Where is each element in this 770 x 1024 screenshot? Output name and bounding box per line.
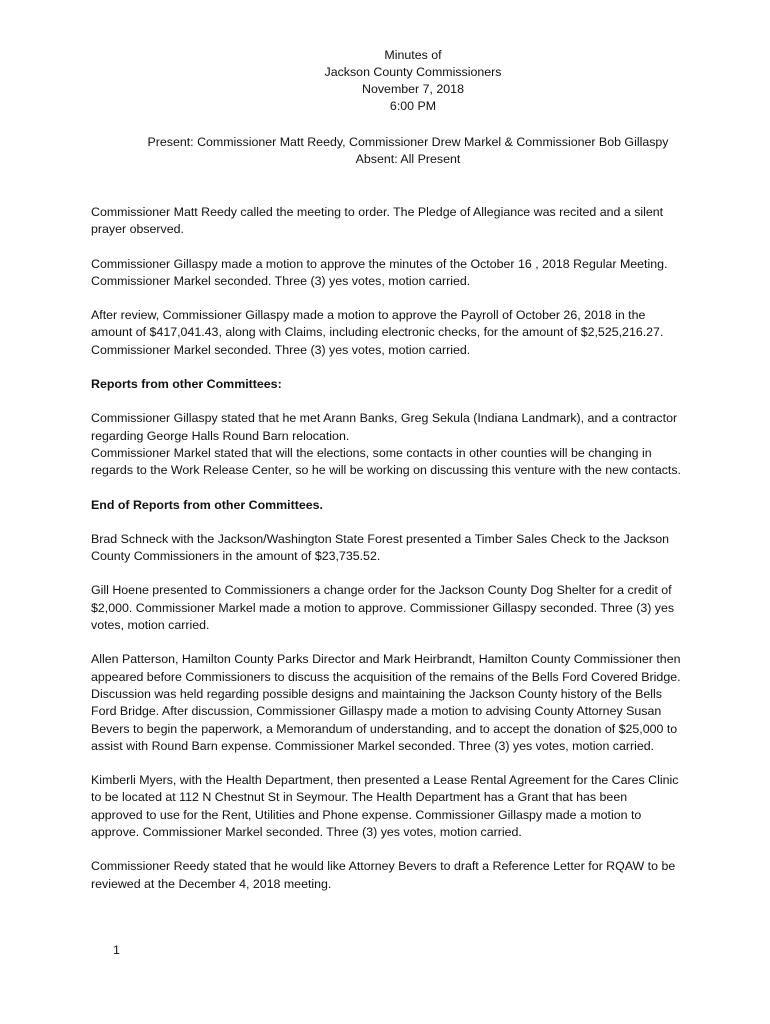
- paragraph-timber: Brad Schneck with the Jackson/Washington State Forest presented a Timber Sales Check to the Jackson County Commissioners in the amount of $23,735.52.: [91, 531, 670, 564]
- document-header: [0, 47, 770, 115]
- header-body-name: Jackson County Commissioners: [324, 65, 502, 79]
- paragraph-bells-ford: Allen Patterson, Hamilton County Parks Director and Mark Heirbrandt, Hamilton County Commissioner then appeared before Commissioners to discuss the acquisition of the remains of the Bells Ford Covered Bridge. Discussion was held regarding possible designs and maintaining the Jackson County history of the Bells Ford Bridge. After discussion, Commissioner Gillaspy made a motion to advising County Attorney Susan Bevers to begin the paperwork, a Memorandum of understanding, and to accept the donation of $25,000 to assist with Round Barn expense. Commissioner Markel seconded. Three (3) yes votes, motion carried.: [91, 652, 681, 753]
- present-line: Present: Commissioner Matt Reedy, Commissioner Drew Markel & Commissioner Bob Gillaspy: [147, 135, 669, 149]
- paragraph-payroll: After review, Commissioner Gillaspy made a motion to approve the Payroll of October 26, 2018 in the amount of $417,041.43, along with Claims, including electronic checks, for the amount of $2,525,216.27. Commissioner Markel seconded. Three (3) yes votes, motion carried.: [91, 308, 664, 357]
- section-heading-end-reports: End of Reports from other Committees.: [91, 497, 323, 512]
- header-title: Minutes of: [384, 48, 442, 62]
- attendance-block: [0, 134, 770, 168]
- paragraph-report-gillaspy: Commissioner Gillaspy stated that he met Arann Banks, Greg Sekula (Indiana Landmark), and a contractor regarding George Halls Round Barn relocation.: [91, 411, 678, 443]
- section-heading-reports: Reports from other Committees:: [91, 377, 282, 392]
- paragraph-rqaw: Commissioner Reedy stated that he would like Attorney Bevers to draft a Reference Letter for RQAW to be reviewed at the December 4, 2018 meeting.: [91, 859, 676, 891]
- page-number: 1: [113, 943, 120, 957]
- paragraph-dog-shelter: Gill Hoene presented to Commissioners a change order for the Jackson County Dog Shelter for a credit of $2,000. Commissioner Markel made a motion to approve. Commissioner Gillaspy seconded. Three (3) yes votes, motion carried.: [91, 583, 675, 633]
- header-date: November 7, 2018: [362, 82, 464, 96]
- minutes-body: [91, 204, 681, 910]
- absent-line: Absent: All Present: [355, 152, 461, 166]
- paragraph-call-to-order: Commissioner Matt Reedy called the meeting to order. The Pledge of Allegiance was recited and a silent prayer observed.: [91, 205, 664, 237]
- paragraph-minutes-approval: Commissioner Gillaspy made a motion to approve the minutes of the October 16 , 2018 Regular Meeting. Commissioner Markel seconded. Three (3) yes votes, motion carried.: [91, 256, 668, 288]
- paragraph-health-dept: Kimberli Myers, with the Health Department, then presented a Lease Rental Agreement for the Cares Clinic to be located at 112 N Chestnut St in Seymour. The Health Department has a Grant that has been approved to use for the Rent, Utilities and Phone expense. Commissioner Gillaspy made a motion to approve. Commissioner Markel seconded. Three (3) yes votes, motion carried.: [91, 773, 679, 840]
- paragraph-report-markel: Commissioner Markel stated that will the elections, some contacts in other counties will be changing in regards to the Work Release Center, so he will be working on discussing this venture with the new contacts.: [91, 445, 682, 478]
- header-time: 6:00 PM: [389, 99, 437, 113]
